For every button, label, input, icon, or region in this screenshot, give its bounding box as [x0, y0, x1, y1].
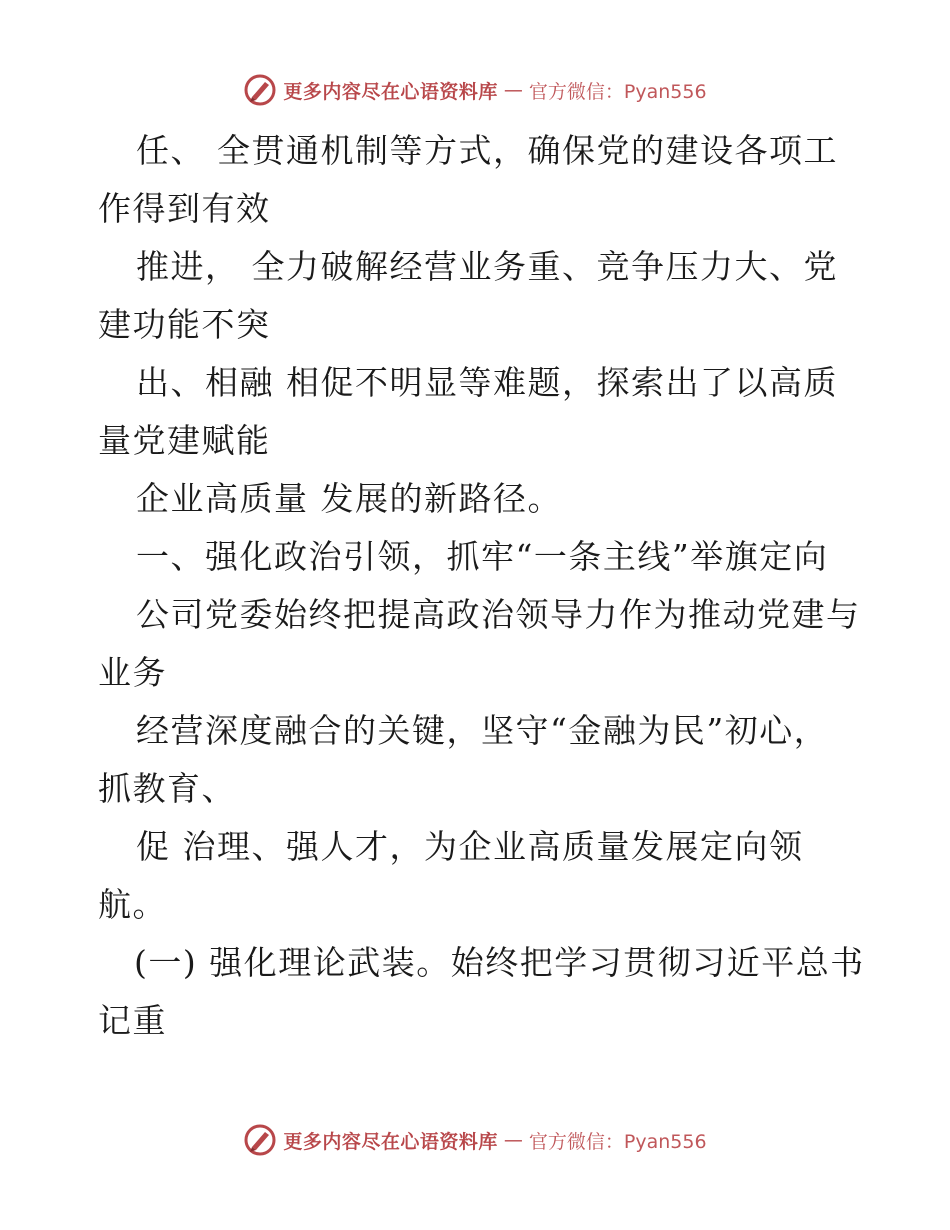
watermark-contact-text: 官方微信：Pyan556	[528, 1130, 707, 1153]
body-line: 促 治理、强人才，为企业高质量发展定向领	[136, 827, 804, 866]
body-line: 业务	[98, 653, 167, 692]
body-line: 量党建赋能	[98, 421, 271, 460]
body-line: 建功能不突	[98, 305, 271, 344]
watermark-separator: —	[503, 1129, 523, 1151]
footer-watermark	[0, 1120, 950, 1160]
header-watermark	[0, 70, 950, 110]
body-line: 任、 全贯通机制等方式，确保党的建设各项工	[136, 131, 838, 170]
body-line: 经营深度融合的关键，坚守“金融为民”初心，	[136, 711, 829, 750]
body-line: 记重	[98, 1001, 167, 1040]
body-line: 抓教育、	[98, 769, 236, 808]
pen-logo-icon	[243, 73, 277, 107]
watermark-separator: —	[503, 79, 523, 101]
body-line: 航。	[98, 885, 167, 924]
watermark-brand-text: 更多内容尽在心语资料库	[283, 1130, 498, 1153]
document-body	[98, 122, 865, 1050]
watermark-contact-text: 官方微信：Pyan556	[528, 80, 707, 103]
watermark-brand-text: 更多内容尽在心语资料库	[283, 80, 498, 103]
section-heading: 一、强化政治引领，抓牢“一条主线”举旗定向	[136, 537, 829, 576]
body-line: 推进， 全力破解经营业务重、竞争压力大、党	[136, 247, 838, 286]
pen-logo-icon	[243, 1123, 277, 1157]
body-line: 作得到有效	[98, 189, 271, 228]
body-line: 出、相融 相促不明显等难题，探索出了以高质	[136, 363, 838, 402]
subsection-heading: (一) 强化理论武装。始终把学习贯彻习近平总书	[134, 943, 865, 982]
body-line: 公司党委始终把提高政治领导力作为推动党建与	[136, 595, 861, 634]
body-line: 企业高质量 发展的新路径。	[136, 479, 562, 518]
